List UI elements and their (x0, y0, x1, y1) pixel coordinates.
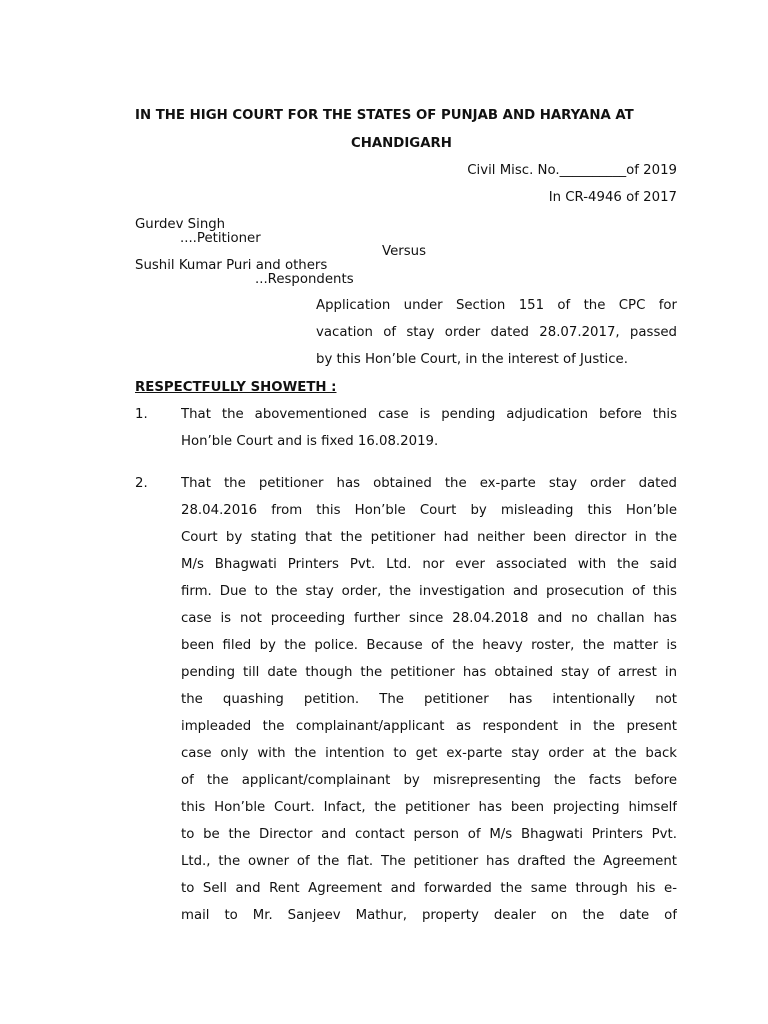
cr-number: In CR-4946 of 2017 (548, 190, 677, 205)
paragraph-number: 1. (135, 407, 148, 422)
paragraph-line: mail to Mr. Sanjeev Mathur, property dealer on the date of (181, 908, 677, 923)
paragraph-number: 2. (135, 476, 148, 491)
versus-label: Versus (382, 244, 426, 259)
court-heading: IN THE HIGH COURT FOR THE STATES OF PUNJAB AND HARYANA AT (135, 108, 634, 123)
paragraph-line: Ltd., the owner of the flat. The petitioner has drafted the Agreement (181, 854, 677, 869)
respondent-role: ...Respondents (255, 272, 354, 287)
respondent-name: Sushil Kumar Puri and others (135, 258, 328, 273)
petitioner-name: Gurdev Singh (135, 217, 226, 232)
paragraph-line: case only with the intention to get ex-parte stay order at the back (181, 746, 677, 761)
court-location: CHANDIGARH (351, 136, 452, 151)
paragraph-line: to Sell and Rent Agreement and forwarded the same through his e- (181, 881, 677, 896)
paragraph-line: impleaded the complainant/applicant as respondent in the present (181, 719, 677, 734)
paragraph-line: been filed by the police. Because of the heavy roster, the matter is (181, 638, 677, 653)
application-line: Application under Section 151 of the CPC for (316, 298, 677, 313)
petitioner-role: ....Petitioner (180, 231, 261, 246)
paragraph-line: 28.04.2016 from this Hon’ble Court by misleading this Hon’ble (181, 503, 677, 518)
application-line: by this Hon’ble Court, in the interest of Justice. (316, 352, 628, 367)
paragraph-line: Court by stating that the petitioner had neither been director in the (181, 530, 677, 545)
paragraph-line: That the petitioner has obtained the ex-parte stay order dated (181, 476, 677, 491)
paragraph-line: of the applicant/complainant by misrepresenting the facts before (181, 773, 677, 788)
application-line: vacation of stay order dated 28.07.2017, passed (316, 325, 677, 340)
civil-misc-number: Civil Misc. No.__________of 2019 (467, 163, 677, 178)
paragraph-line: case is not proceeding further since 28.04.2018 and no challan has (181, 611, 677, 626)
paragraph-line: pending till date though the petitioner has obtained stay of arrest in (181, 665, 677, 680)
paragraph-line: firm. Due to the stay order, the investigation and prosecution of this (181, 584, 677, 599)
paragraph-line: to be the Director and contact person of M/s Bhagwati Printers Pvt. (181, 827, 677, 842)
paragraph-line: Hon’ble Court and is fixed 16.08.2019. (181, 434, 439, 449)
paragraph-line: this Hon’ble Court. Infact, the petitioner has been projecting himself (181, 800, 677, 815)
paragraph-line: That the abovementioned case is pending adjudication before this (181, 407, 677, 422)
paragraph-line: M/s Bhagwati Printers Pvt. Ltd. nor ever associated with the said (181, 557, 677, 572)
respectfully-showeth-heading: RESPECTFULLY SHOWETH : (135, 380, 337, 395)
paragraph-line: the quashing petition. The petitioner has intentionally not (181, 692, 677, 707)
